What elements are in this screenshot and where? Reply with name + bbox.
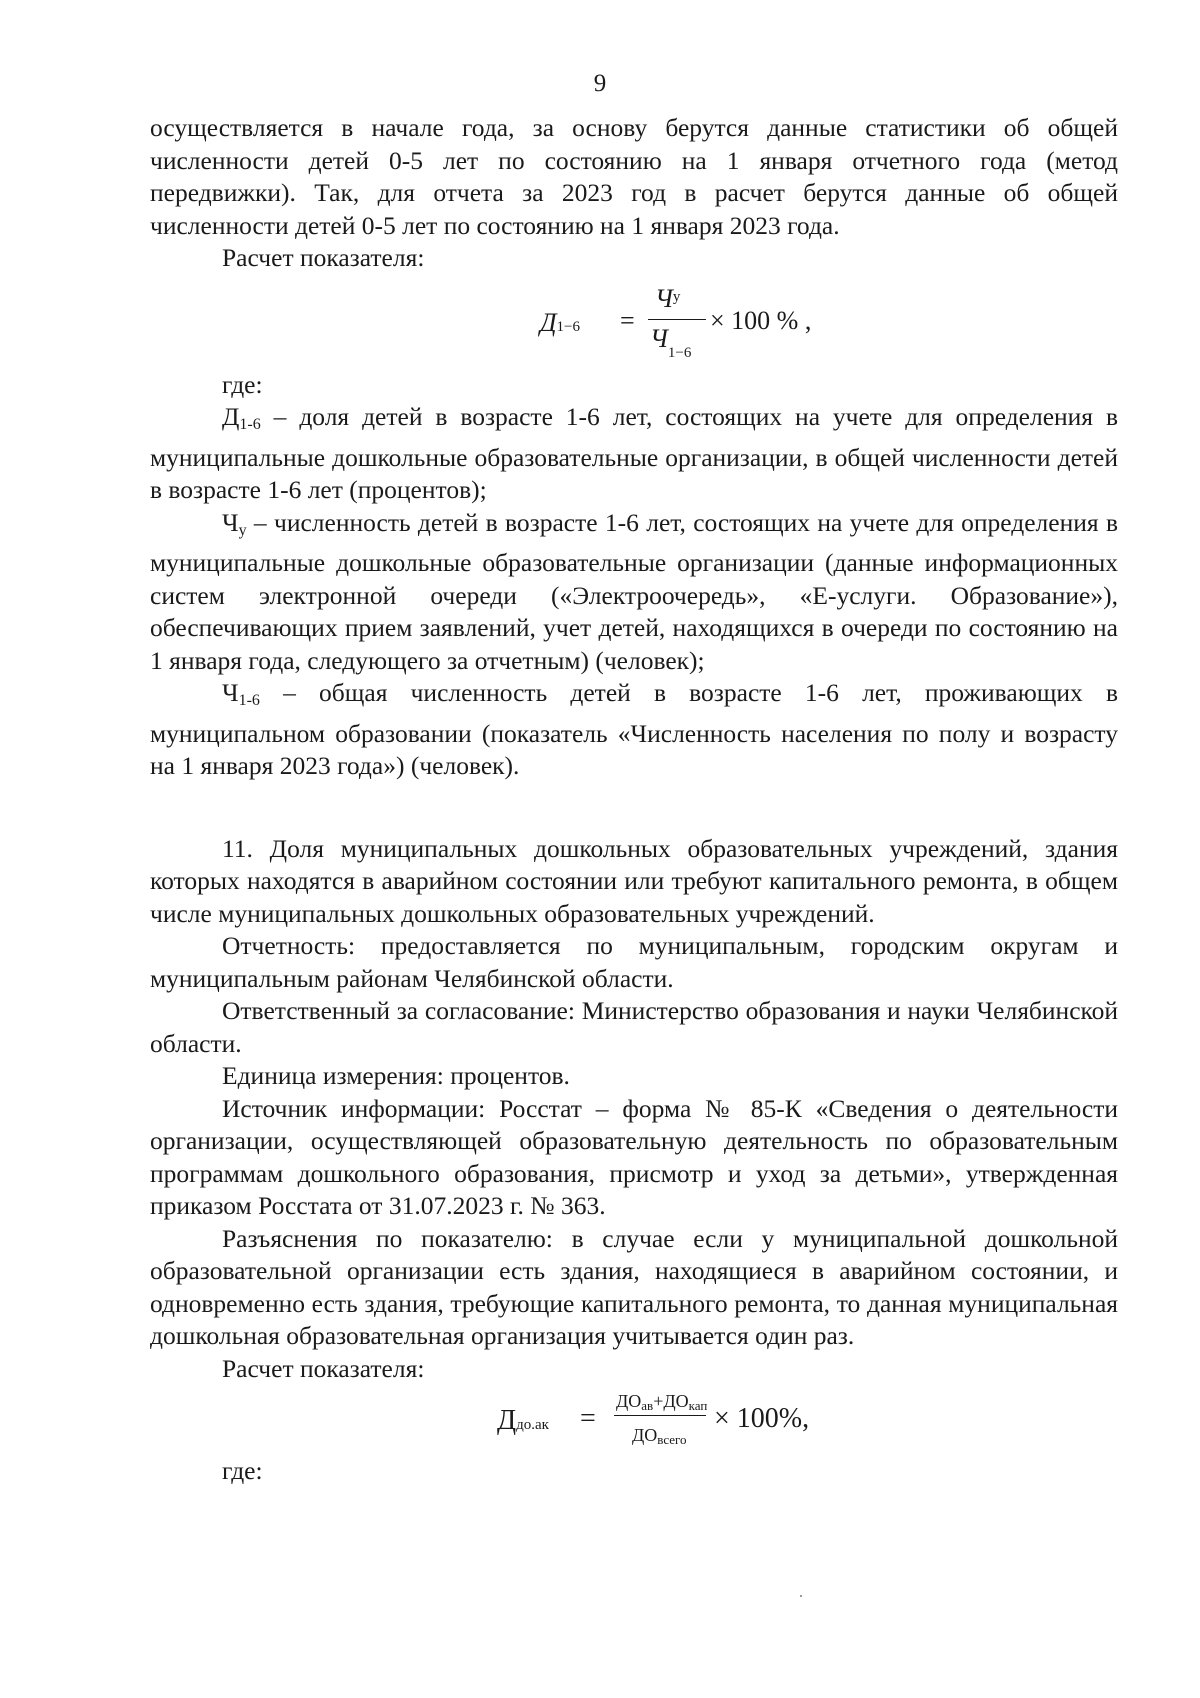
formula-numerator: $Ч^у$	[655, 283, 681, 313]
calc-label-2: Расчет показателя:	[222, 1353, 425, 1383]
responsible-paragraph: Ответственный за согласование: Министерство образования и науки Челябинской области.	[150, 996, 1118, 1058]
section-gap	[150, 783, 1118, 833]
fraction2-line	[614, 1415, 706, 1416]
formula2-denominator: ДОвсего	[632, 1425, 687, 1447]
unit-paragraph: Единица измерения: процентов.	[222, 1061, 570, 1090]
formula2-equals: =	[580, 1403, 596, 1434]
source-paragraph: Источник информации: Росстат – форма № 85-К «Сведения о деятельности организации, осуществляющей образовательную деятельность по образовательным программам дошкольного образования, присмотр и уход за детьми», утвержденная приказом Росстата от 31.07.2023 г. № 363.	[150, 1093, 1118, 1220]
text-body	[150, 112, 1118, 1488]
page-number: 9	[593, 70, 607, 97]
formula2-lhs: Ддо.ак	[497, 1405, 549, 1436]
definition-d16: Д1-6 – доля детей в возрасте 1-6 лет, состоящих на учете для определения в муниципальные дошкольные образовательные организации, в общей численности детей в возрасте 1-6 лет (процентов);	[150, 402, 1118, 504]
formula-multiplier: × 100 % ,	[710, 305, 812, 335]
formula-lhs: Д1−6	[540, 307, 581, 337]
definition-ch16: Ч1-6 – общая численность детей в возрасте 1-6 лет, проживающих в муниципальном образовании (показатель «Численность населения по полу и возрасту на 1 января 2023 года») (человек).	[150, 678, 1118, 780]
definition-chu: Чу – численность детей в возрасте 1-6 лет, состоящих на учете для определения в муниципальные дошкольные образовательные организации (данные информационных систем электронной очереди («Электроочередь», «Е-услуги. Образование»), обеспечивающих прием заявлений, учет детей, находящихся в очереди по состоянию на 1 января года, следующего за отчетным) (человек);	[150, 507, 1118, 675]
paragraph-intro: осуществляется в начале года, за основу берутся данные статистики об общей численности детей 0-5 лет по состоянию на 1 января отчетного года (метод передвижки). Так, для отчета за 2023 год в расчет берутся данные об общей численности детей 0-5 лет по состоянию на 1 января 2023 года.	[150, 113, 1118, 240]
formula-ddoak	[150, 1385, 1118, 1455]
reporting-paragraph: Отчетность: предоставляется по муниципальным, городским округам и муниципальным районам Челябинской области.	[150, 931, 1118, 993]
where-label-1: где:	[222, 369, 263, 399]
fraction-line	[648, 319, 706, 320]
where-label-2: где:	[222, 1456, 263, 1485]
scan-speck	[800, 1595, 802, 1597]
formula-d16	[150, 275, 1118, 369]
formula-equals: =	[620, 305, 635, 335]
calc-label-1: Расчет показателя:	[222, 243, 425, 272]
formula2-numerator: ДОав+ДОкап	[616, 1391, 708, 1413]
section-11-heading: 11. Доля муниципальных дошкольных образовательных учреждений, здания которых находятся в аварийном состоянии или требуют капитального ремонта, в общем числе муниципальных дошкольных образовательных учреждений.	[150, 833, 1118, 928]
explanation-paragraph: Разъяснения по показателю: в случае если у муниципальной дошкольной образовательной организации есть здания, находящиеся в аварийном состоянии, и одновременно есть здания, требующие капитального ремонта, то данная муниципальная дошкольная образовательная организация учитывается один раз.	[150, 1223, 1118, 1350]
formula-denominator: $Ч_{1-6}$	[650, 323, 692, 361]
formula2-multiplier: × 100%,	[714, 1403, 810, 1434]
